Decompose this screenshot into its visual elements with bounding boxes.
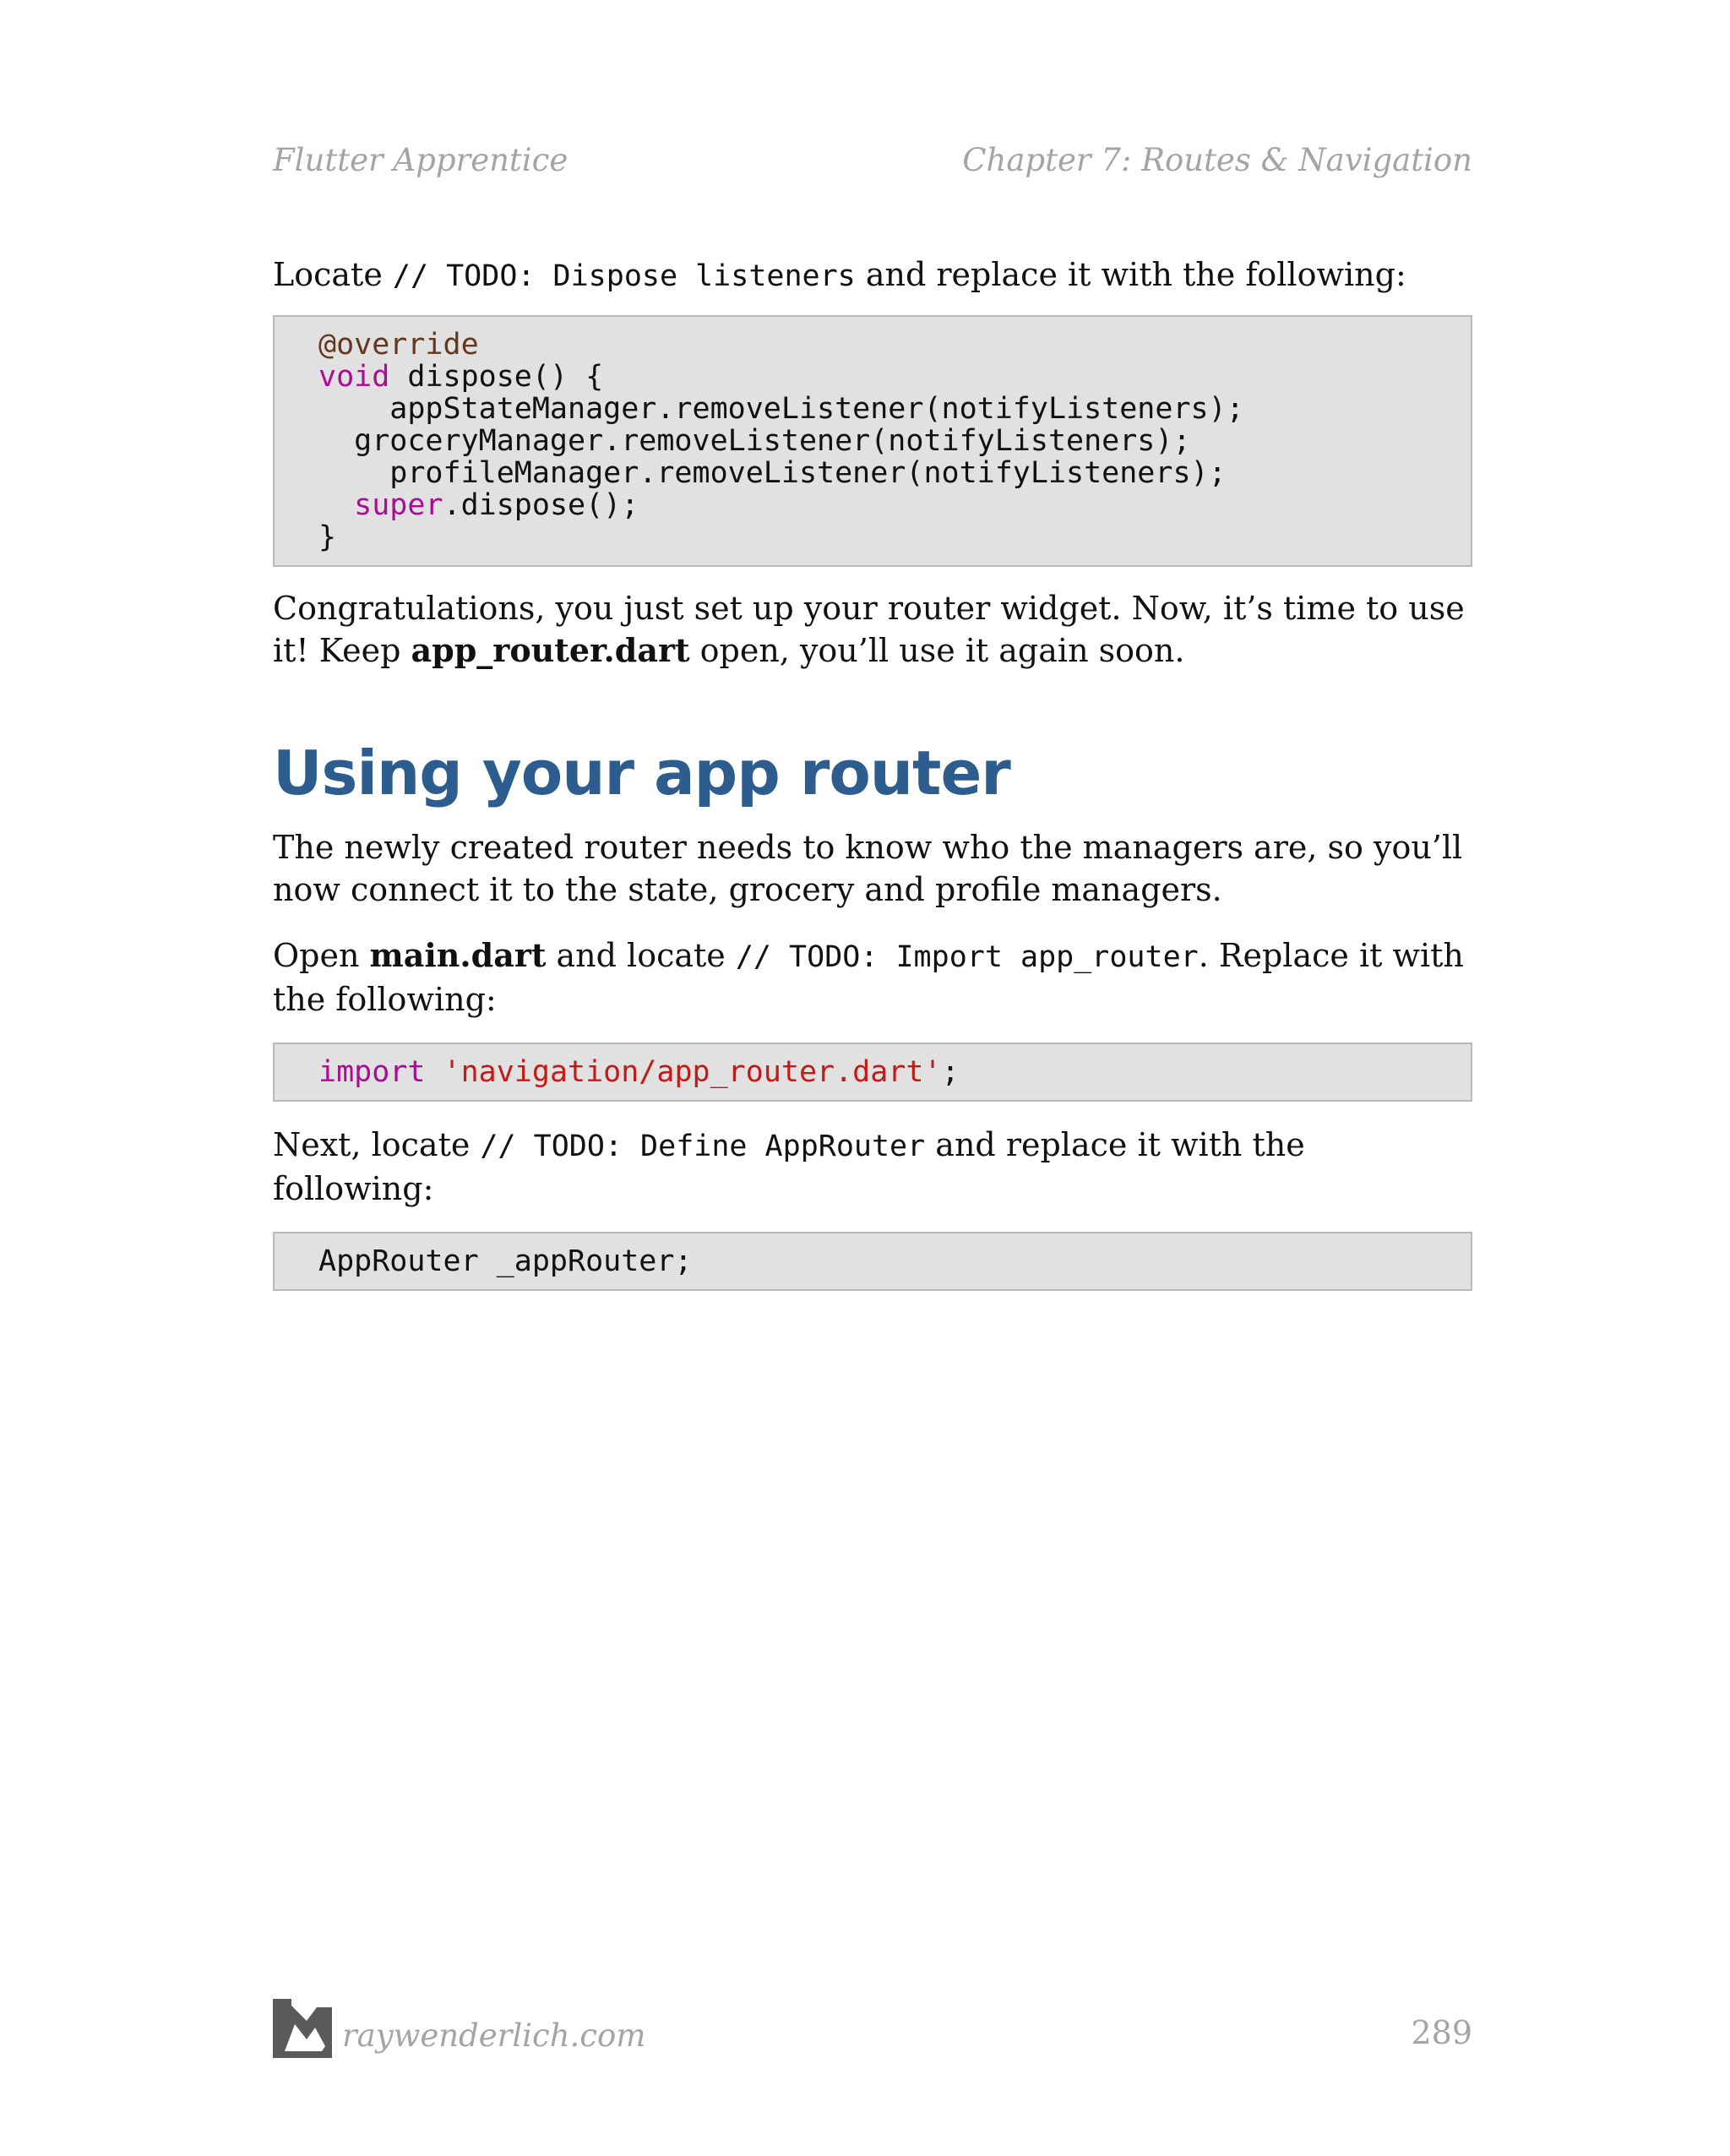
text-segment: Next, locate bbox=[273, 1126, 481, 1163]
inline-code: // TODO: Define AppRouter bbox=[480, 1130, 926, 1163]
paragraph-open-main bbox=[273, 934, 1472, 1021]
text-segment: and replace it with the following: bbox=[855, 256, 1406, 293]
page-number: 289 bbox=[1411, 2014, 1472, 2051]
code-punct: ; bbox=[941, 1055, 960, 1089]
code-line: dispose() { bbox=[389, 360, 604, 394]
code-line: groceryManager.removeListener(notifyListeners); bbox=[318, 424, 1191, 458]
paragraph-define-router bbox=[273, 1124, 1472, 1210]
paragraph-congratulations bbox=[273, 587, 1472, 672]
code-keyword: void bbox=[318, 360, 390, 394]
code-string: 'navigation/app_router.dart' bbox=[443, 1055, 942, 1089]
code-keyword: import bbox=[318, 1055, 426, 1089]
text-segment: open, you’ll use it again soon. bbox=[689, 632, 1185, 669]
text-segment: Locate bbox=[273, 256, 393, 293]
bold-filename: app_router.dart bbox=[411, 631, 690, 669]
bold-filename: main.dart bbox=[369, 936, 547, 974]
code-space bbox=[425, 1055, 443, 1089]
footer-site: raywenderlich.com bbox=[342, 2017, 646, 2054]
text-segment: Open bbox=[273, 937, 370, 974]
code-block-dispose bbox=[273, 315, 1472, 567]
page-header bbox=[273, 142, 1472, 184]
paragraph-locate-dispose bbox=[273, 253, 1472, 297]
code-line: appStateManager.removeListener(notifyListeners); bbox=[318, 392, 1244, 426]
code-keyword: super bbox=[354, 488, 443, 522]
page-content bbox=[273, 253, 1472, 1291]
text-segment: . Replace it with the following: bbox=[273, 937, 1464, 1018]
chapter-title: Chapter 7: Routes & Navigation bbox=[962, 142, 1472, 178]
section-title: Using your app router bbox=[273, 738, 1010, 808]
inline-code: // TODO: Dispose listeners bbox=[392, 259, 856, 293]
raywenderlich-logo-icon bbox=[273, 1999, 332, 2058]
text-segment: Congratulations, you just set up your router widget. Now, it’s time to use it! Keep bbox=[273, 590, 1465, 669]
code-line: } bbox=[318, 520, 337, 554]
paragraph-intro: The newly created router needs to know who the managers are, so you’ll now connect it to the state, grocery and profile managers. bbox=[273, 829, 1463, 908]
code-line: AppRouter _appRouter; bbox=[318, 1244, 693, 1278]
code-line: profileManager.removeListener(notifyListeners); bbox=[318, 456, 1227, 490]
inline-code: // TODO: Import app_router bbox=[735, 940, 1199, 974]
code-block-approuter bbox=[273, 1232, 1472, 1291]
text-segment: and locate bbox=[546, 937, 736, 974]
book-title: Flutter Apprentice bbox=[273, 142, 569, 178]
text-segment: and replace it with the following: bbox=[273, 1126, 1305, 1207]
code-line: @override bbox=[318, 328, 479, 362]
code-line: .dispose(); bbox=[443, 488, 639, 522]
code-block-import bbox=[273, 1043, 1472, 1102]
